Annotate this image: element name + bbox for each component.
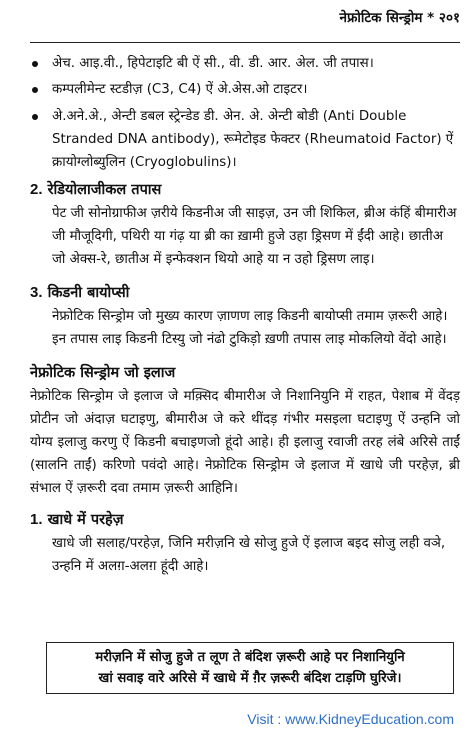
section-heading-diet [30, 508, 460, 532]
bullet-icon [32, 114, 38, 120]
diet-paragraph: खाधे जी सलाह/परहेज़, जिनि मरीज़नि खे सोजु हुजे ऐं इलाज बइद सोजु लही वञे, उन्हनि में अलग़-अलग़ हूंदी आहे। [52, 536, 446, 574]
section-number: 1. [30, 511, 43, 528]
section-title: नेफ्रोटिक सिन्ड्रोम जो इलाज [30, 365, 176, 381]
note-box [46, 642, 454, 694]
radiology-paragraph: पेट जी सोनोग्राफीअ ज़रीये किडनीअ जी साइज़, उन जी शिकिल, ब्रीअ कंहिं बीमारीअ जी मौजूदिगी, पथिरी या गंढ़ या ब्री का ख़ामी हुजे उहा ड्रिसण में ईंदी आहे। छातीअ जो अेक्स-रे, छातीअ में इन्फेक्शन थियो आहे या न उहो ड्रिसण लाइ। [52, 206, 457, 267]
section-heading-biopsy [30, 281, 460, 305]
list-item-text: कम्पलीमेन्ट स्टडीज़ (C3, C4) ऐं अे.अेस.ओ टाइटर। [52, 82, 308, 97]
section-title: किडनी बायोप्सी [47, 285, 130, 301]
biopsy-paragraph: नेफ्रोटिक सिन्ड्रोम जो मुख्य कारण ज़ाणण लाइ किडनी बायोप्सी तमाम ज़रूरी आहे। इन तपास लाइ किडनी टिस्यु जो नंढो टुकिड़ो ख़णी तपास लाइ मोकलियो वेंदो आहे। [52, 309, 448, 347]
footer-link[interactable]: Visit : www.KidneyEducation.com [247, 711, 454, 727]
page-header [30, 8, 460, 43]
treatment-paragraph: नेफ्रोटिक सिन्ड्रोम जे इलाज जे मक़्सिद बीमारीअ जे निशानियुनि में राहत, पेशाब में वेंदड़ प्रोटीन जो अंदाज़ घटाइणु, बीमारीअ जे करे थींदड़ गंभीर मसइला घटाइणु ऐं उन्हनि जो योग्य इलाजु करणु ऐं किडनी बचाइणजो हूंदो आहे। ही इलाजु रवाजी तरह लंबे अरिसे ताईं (सालनि ताईं) करिणो पवंदो आहे। नेफ्रोटिक सिन्ड्रोम जे इलाज में खाधे जी परहेज़, ब्री संभाल ऐं ज़रूरी दवा तमाम ज़रूरी आहिनि। [30, 389, 460, 496]
section-number: 3. [30, 284, 43, 301]
note-line: मरीज़नि में सोजु हुजे त लूण ते बंदिश ज़रूरी आहे पर निशानियुनि [95, 650, 405, 665]
bullet-icon [32, 61, 38, 67]
page-content [30, 52, 460, 578]
list-item-text: अे.अने.अे., अेन्टी डबल स्ट्रेन्डेड डी. अेन. अे. अेन्टी बोडी (Anti Double Stranded DNA antibody), रूमेटोइड फेक्टर (Rheumatoid Factor) ऐं क्रायोग्लोब्युलिन (Cryoglobulins)। [52, 109, 454, 170]
section-heading-treatment [30, 361, 460, 385]
header-title: नेफ्रोटिक सिन्ड्रोम * २०१ [339, 10, 460, 26]
section-number: 2. [30, 181, 43, 198]
section-title: रेडियोलाजीकल तपास [47, 182, 162, 198]
bullet-icon [32, 87, 38, 93]
list-item [30, 78, 460, 101]
section-heading-radiology [30, 178, 460, 202]
section-title: खाधे में परहेज़ [47, 512, 124, 528]
list-item [30, 105, 460, 174]
list-item-text: अेच. आइ.वी., हिपेटाइटि बी ऐं सी., वी. डी. आर. अेल. जी तपास। [52, 56, 374, 71]
list-item [30, 52, 460, 75]
note-line: खां सवाइ वारे अरिसे में खाधे में ग़ैर ज़रूरी बंदिश टाड़णि घुरिजे। [98, 671, 402, 686]
